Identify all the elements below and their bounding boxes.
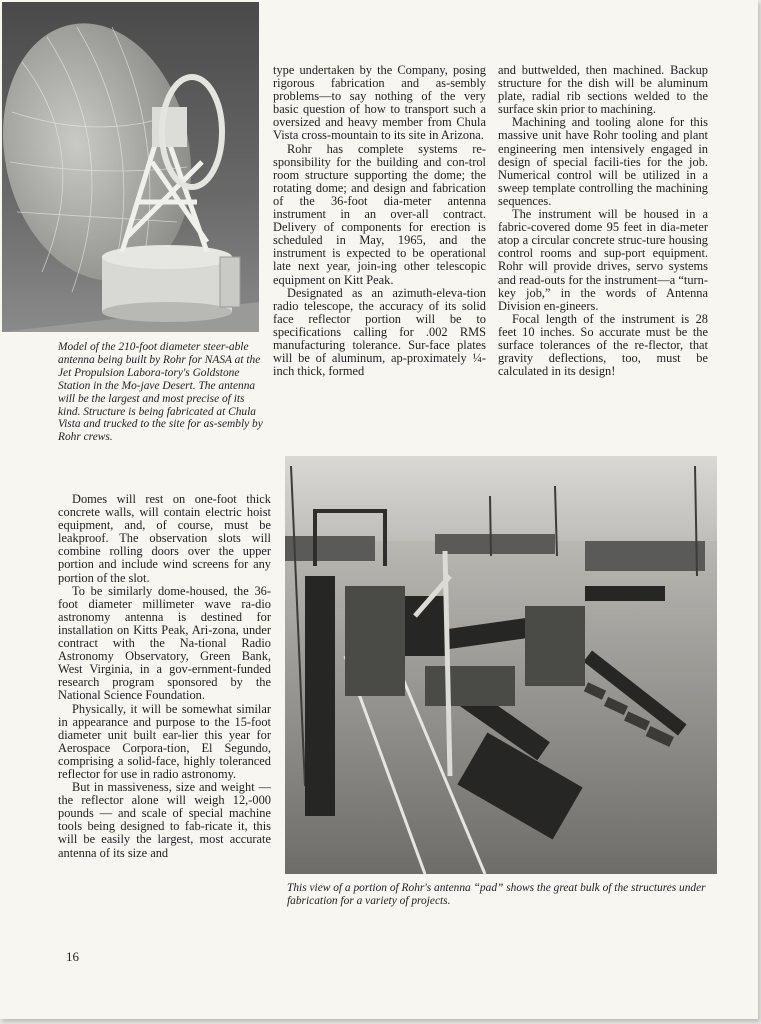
col3-paragraph-4: Focal length of the instrument is 28 feet 10 inches. So accurate must be the surface tolerances of the re-flector, that gravity deflections, too, must be calculated in its design! xyxy=(498,311,708,379)
antenna-model-caption: Model of the 210-foot diameter steer-able antenna being built by Rohr for NASA at the Jet Propulsion Labora-tory's Goldstone Station in the Mo-jave Desert. The antenna will be the largest and most precise of its kind. Structure is being fabricated at Chula Vista and trucked to the site for as-sembly by Rohr crews. xyxy=(58,341,263,444)
col3-paragraph-2: Machining and tooling alone for this massive unit have Rohr tooling and plant engineering men intensively engaged in design of special facili-ties for the job. Numerical control will be utilized in a sweep template controlling the machining sequences. xyxy=(498,115,708,208)
col3-paragraph-1: and buttwelded, then machined. Backup structure for the dish will be aluminum plate, radial rib sections welded to the surface skin prior to machining. xyxy=(498,63,708,117)
col2-paragraph-2: Rohr has complete systems re-sponsibility for the building and con-trol room structure supporting the dome; the rotating dome; and design and fabrication of the 36-foot dia-meter antenna instrument in an over-all contract. Delivery of components for erection is scheduled in May, 1965, and the instrument is expected to be operational late next year, join-ing other telescopic equipment on Kitt Peak. xyxy=(273,141,486,287)
col2-paragraph-1: type undertaken by the Company, posing rigorous fabrication and as-sembly problems—to say nothing of the very basic question of how to transport such a oversized and heavy member from Chula Vista cross-mountain to its site in Arizona. xyxy=(273,63,486,143)
col1-paragraph-1: Domes will rest on one-foot thick concrete walls, will contain electric hoist equipment, and, of course, must be leakproof. The observation slots will combine rolling doors over the upper portion and include wind screens for any portion of the slot. xyxy=(58,492,271,585)
antenna-pad-caption: This view of a portion of Rohr's antenna “pad” shows the great bulk of the structures under fabrication for a variety of projects. xyxy=(287,882,706,907)
article-column-1 xyxy=(58,493,271,860)
antenna-model-photo xyxy=(2,2,259,332)
col1-paragraph-4: But in massiveness, size and weight —the reflector alone will weigh 12,-000 pounds — and scale of special machine tools being designed to fab-ricate it, this will be easily the largest, most accurate antenna of its size and xyxy=(58,780,271,860)
antenna-pad-photo xyxy=(285,456,717,874)
col1-paragraph-3: Physically, it will be somewhat similar in appearance and purpose to the 15-foot diameter unit built ear-lier this year for Aerospace Corpora-tion, El Segundo, comprising a solid-face, highly toleranced reflector for use in radio astronomy. xyxy=(58,701,271,781)
col1-paragraph-2: To be similarly dome-housed, the 36-foot diameter millimeter wave ra-dio astronomy antenna is destined for installation on Kitts Peak, Ari-zona, under contract with the Na-tional Radio Astronomy Observatory, Green Bank, West Virginia, in a gov-ernment-funded research program sponsored by the National Science Foundation. xyxy=(58,583,271,703)
col3-paragraph-3: The instrument will be housed in a fabric-covered dome 95 feet in dia-meter atop a circular concrete struc-ture housing control rooms and sup-port equipment. Rohr will provide drives, servo systems and read-outs for the instrument—a “turn-key job,” in the words of Antenna Division en-gineers. xyxy=(498,207,708,313)
article-column-3 xyxy=(498,64,708,378)
article-column-2 xyxy=(273,64,486,378)
col2-paragraph-3: Designated as an azimuth-eleva-tion radio telescope, the accuracy of its solid face reflector portion will be to specifications calling for .002 RMS manufacturing tolerance. Sur-face plates will be of aluminum, ap-proximately ¼-inch thick, formed xyxy=(273,285,486,379)
page-number: 16 xyxy=(66,949,79,964)
